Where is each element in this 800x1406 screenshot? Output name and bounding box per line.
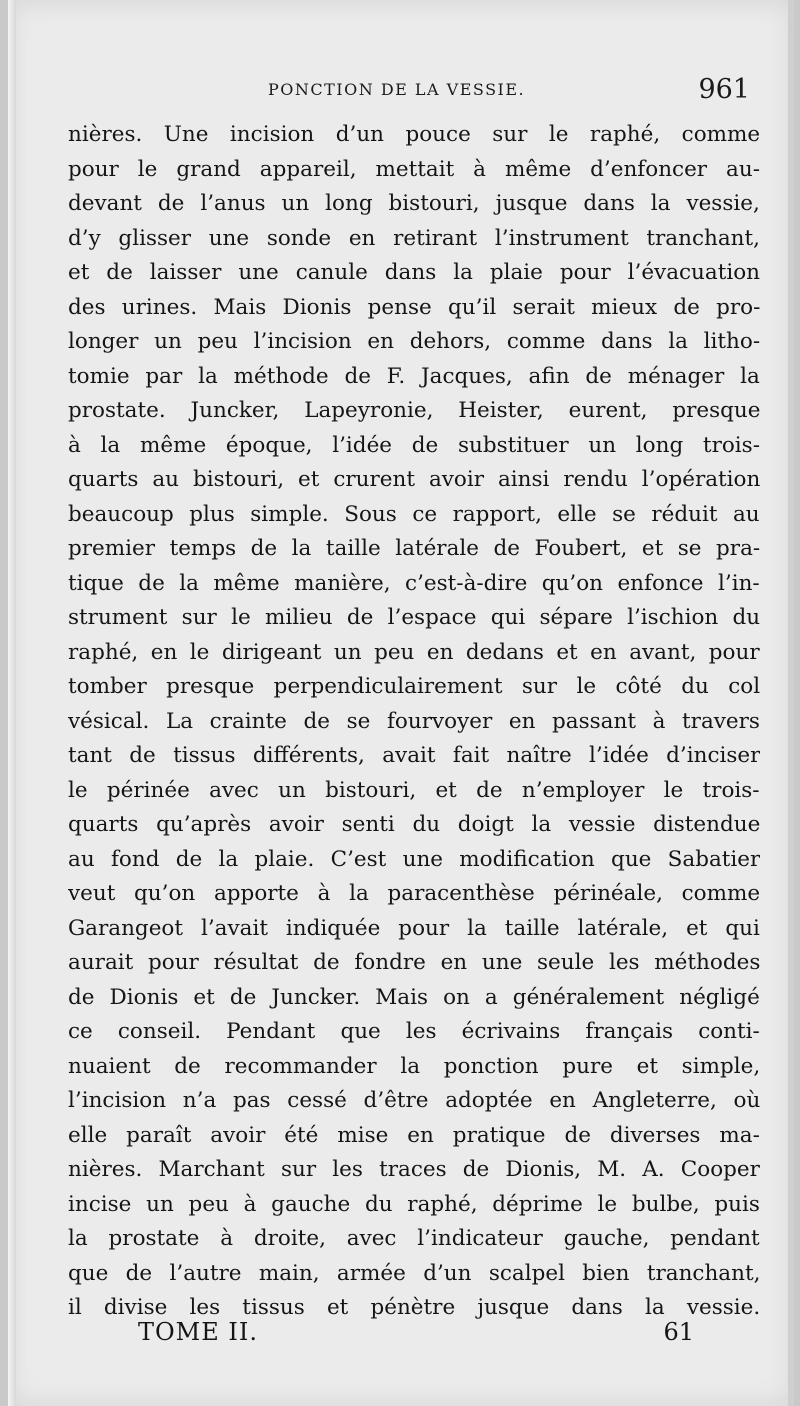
body-text [68, 118, 760, 1326]
text-line: nières. Une incision d’un pouce sur le raphé, comme [68, 122, 760, 147]
text-line: la prostate à droite, avec l’indicateur gauche, pendant [68, 1226, 760, 1251]
page-number: 961 [698, 74, 750, 105]
text-line: Garangeot l’avait indiquée pour la taille latérale, et qui [68, 915, 760, 941]
text-line: beaucoup plus simple. Sous ce rapport, elle se réduit au [68, 501, 760, 527]
text-line: nières. Marchant sur les traces de Dionis, M. A. Cooper [68, 1157, 760, 1182]
page-left-edge [8, 0, 16, 1406]
text-line: d’y glisser une sonde en retirant l’instrument tranchant, [68, 225, 760, 251]
page-right-edge [788, 0, 794, 1406]
text-line: quarts au bistouri, et crurent avoir ainsi rendu l’opération [68, 467, 760, 492]
text-line: tique de la même manière, c’est-à-dire qu’on enfonce l’in- [68, 570, 760, 596]
text-line: premier temps de la taille latérale de Foubert, et se pra- [68, 536, 760, 561]
text-line: à la même époque, l’idée de substituer un long trois- [68, 432, 760, 458]
text-line: longer un peu l’incision en dehors, comme dans la litho- [68, 329, 760, 354]
text-line: que de l’autre main, armée d’un scalpel bien tranchant, [68, 1260, 760, 1286]
text-line: tomber presque perpendiculairement sur le côté du col [68, 674, 760, 699]
text-line: raphé, en le dirigeant un peu en dedans et en avant, pour [68, 639, 760, 665]
text-line: au fond de la plaie. C’est une modification que Sabatier [68, 846, 760, 872]
text-line: aurait pour résultat de fondre en une seule les méthodes [68, 950, 760, 975]
text-line: pour le grand appareil, mettait à même d’enfoncer au- [68, 156, 760, 182]
text-line: quarts qu’après avoir senti du doigt la vessie distendue [68, 812, 760, 837]
text-line: nuaient de recommander la ponction pure et simple, [68, 1053, 760, 1079]
text-line: elle paraît avoir été mise en pratique de diverses ma- [68, 1122, 760, 1148]
text-line: il divise les tissus et pénètre jusque dans la vessie. [68, 1295, 760, 1320]
book-page [8, 0, 794, 1406]
signature-mark: 61 [663, 1318, 694, 1346]
page-footer [68, 1318, 760, 1358]
text-line: veut qu’on apporte à la paracenthèse périnéale, comme [68, 881, 760, 906]
running-title: PONCTION DE LA VESSIE. [268, 80, 526, 99]
text-line: l’incision n’a pas cessé d’être adoptée en Angleterre, où [68, 1088, 760, 1113]
text-line: vésical. La crainte de se fourvoyer en passant à travers [68, 708, 760, 734]
text-line: le périnée avec un bistouri, et de n’employer le trois- [68, 777, 760, 803]
volume-label: TOME II. [138, 1318, 258, 1346]
text-line: tant de tissus différents, avait fait naître l’idée d’inciser [68, 743, 760, 768]
text-line: devant de l’anus un long bistouri, jusque dans la vessie, [68, 191, 760, 216]
text-line: strument sur le milieu de l’espace qui sépare l’ischion du [68, 605, 760, 630]
text-line: incise un peu à gauche du raphé, déprime le bulbe, puis [68, 1191, 760, 1217]
page-header [68, 74, 758, 110]
text-line: tomie par la méthode de F. Jacques, afin de ménager la [68, 363, 760, 389]
text-line: de Dionis et de Juncker. Mais on a généralement négligé [68, 984, 760, 1010]
text-line: des urines. Mais Dionis pense qu’il serait mieux de pro- [68, 294, 760, 320]
text-line: ce conseil. Pendant que les écrivains français conti- [68, 1019, 760, 1044]
text-line: et de laisser une canule dans la plaie pour l’évacuation [68, 260, 760, 285]
text-line: prostate. Juncker, Lapeyronie, Heister, eurent, presque [68, 398, 760, 423]
